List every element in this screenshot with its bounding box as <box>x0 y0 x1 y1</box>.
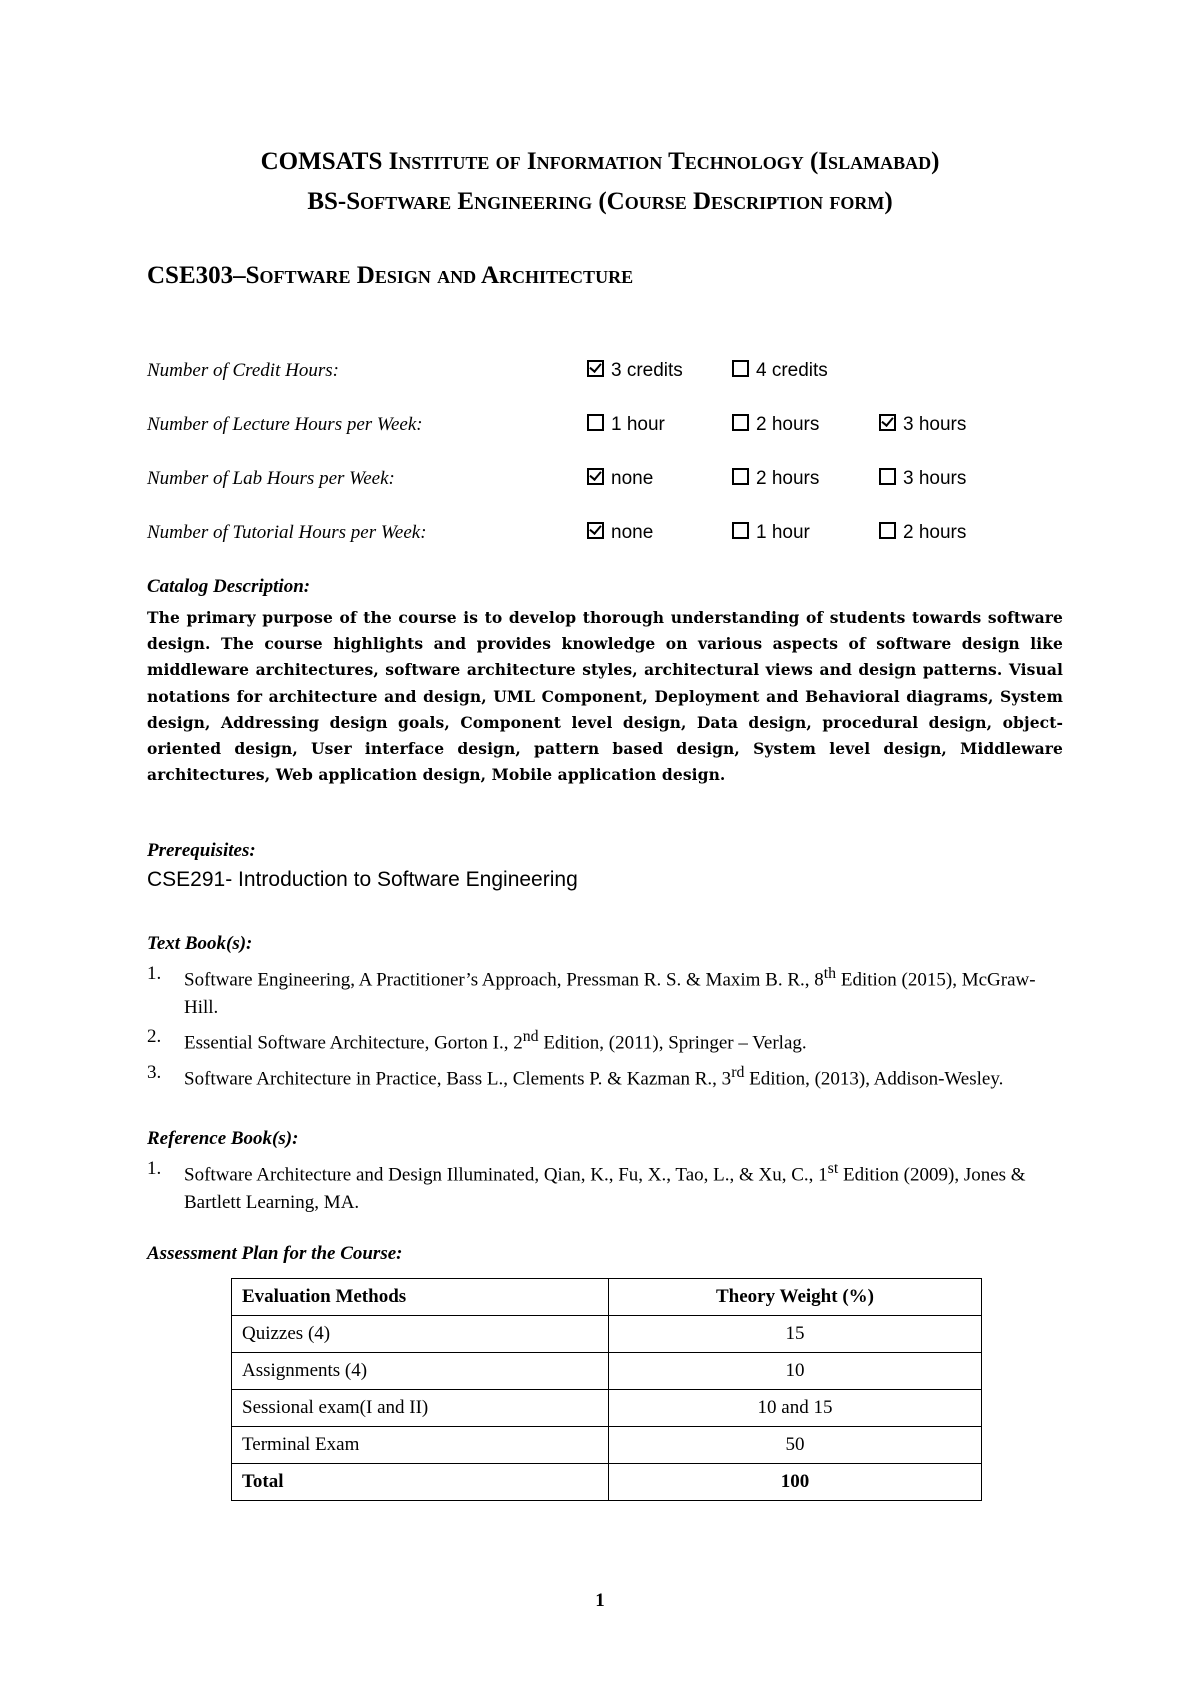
checkbox-icon[interactable] <box>732 414 749 431</box>
list-item: 1. Software Engineering, A Practitioner’s Approach, Pressman R. S. & Maxim B. R., 8th Edition (2015), McGraw-Hill. <box>147 963 1036 1019</box>
list-item: 2. Essential Software Architecture, Gorton I., 2nd Edition, (2011), Springer – Verlag. <box>147 1026 807 1054</box>
credit-option-4[interactable]: 4 credits <box>732 360 828 382</box>
reference-books-list <box>147 1155 1067 1218</box>
table-cell: Terminal Exam <box>232 1427 609 1464</box>
catalog-label: Catalog Description: <box>147 576 311 597</box>
lab-hours-row <box>147 468 1047 498</box>
tutorial-option-1[interactable]: 1 hour <box>732 522 810 544</box>
checkbox-icon[interactable] <box>732 468 749 485</box>
table-cell: 10 and 15 <box>609 1390 982 1427</box>
tutorial-option-none[interactable]: none <box>587 522 653 544</box>
page-number: 1 <box>595 1590 605 1611</box>
tutorial-hours-label: Number of Tutorial Hours per Week: <box>147 522 427 543</box>
program-title: BS-Software Engineering (Course Description form) <box>307 188 893 215</box>
lab-option-3[interactable]: 3 hours <box>879 468 966 490</box>
assessment-label: Assessment Plan for the Course: <box>147 1243 403 1264</box>
checkbox-icon[interactable] <box>587 522 604 539</box>
lab-option-none[interactable]: none <box>587 468 653 490</box>
table-row <box>232 1390 982 1427</box>
table-total-row <box>232 1464 982 1501</box>
checkbox-icon[interactable] <box>587 468 604 485</box>
lecture-option-2[interactable]: 2 hours <box>732 414 819 436</box>
table-cell: 100 <box>609 1464 982 1501</box>
checkbox-icon[interactable] <box>879 522 896 539</box>
table-cell: Total <box>232 1464 609 1501</box>
textbooks-list <box>147 960 1067 1094</box>
tutorial-hours-row <box>147 522 1047 552</box>
assessment-table <box>231 1278 982 1501</box>
column-header: Theory Weight (%) <box>609 1279 982 1316</box>
table-cell: 10 <box>609 1353 982 1390</box>
catalog-description: The primary purpose of the course is to develop thorough understanding of students towards software design. The course highlights and provides knowledge on various aspects of software design like middleware architectures, software architecture styles, architectural views and design patterns. Visual notations for architecture and design, UML Component, Deployment and Behavioral diagrams, System design, Addressing design goals, Component level design, Data design, procedural design, object-oriented design, User interface design, pattern based design, System level design, Middleware architectures, Web application design, Mobile application design. <box>147 608 1063 785</box>
lecture-hours-row <box>147 414 1047 444</box>
institute-title: COMSATS Institute of Information Technology (Islamabad) <box>260 148 940 175</box>
table-row <box>232 1316 982 1353</box>
prerequisites-text: CSE291- Introduction to Software Engineering <box>147 868 578 891</box>
lecture-option-1[interactable]: 1 hour <box>587 414 665 436</box>
prerequisites-label: Prerequisites: <box>147 840 256 861</box>
list-item: 3. Software Architecture in Practice, Bass L., Clements P. & Kazman R., 3rd Edition, (2013), Addison-Wesley. <box>147 1061 1004 1089</box>
lecture-option-3[interactable]: 3 hours <box>879 414 966 436</box>
checkbox-icon[interactable] <box>587 414 604 431</box>
table-header-row <box>232 1279 982 1316</box>
course-title: CSE303–Software Design and Architecture <box>147 262 634 289</box>
lab-hours-label: Number of Lab Hours per Week: <box>147 468 395 489</box>
reference-books-label: Reference Book(s): <box>147 1128 299 1149</box>
column-header: Evaluation Methods <box>232 1279 609 1316</box>
checkbox-icon[interactable] <box>732 522 749 539</box>
tutorial-option-2[interactable]: 2 hours <box>879 522 966 544</box>
credit-hours-row <box>147 360 1047 390</box>
list-item: 1. Software Architecture and Design Illuminated, Qian, K., Fu, X., Tao, L., & Xu, C., 1st Edition (2009), Jones & Bartlett Learning, MA. <box>147 1158 1026 1214</box>
checkbox-icon[interactable] <box>732 360 749 377</box>
table-cell: 15 <box>609 1316 982 1353</box>
credit-option-3[interactable]: 3 credits <box>587 360 683 382</box>
lecture-hours-label: Number of Lecture Hours per Week: <box>147 414 423 435</box>
checkbox-icon[interactable] <box>879 414 896 431</box>
lab-option-2[interactable]: 2 hours <box>732 468 819 490</box>
table-cell: Assignments (4) <box>232 1353 609 1390</box>
table-row <box>232 1427 982 1464</box>
table-cell: 50 <box>609 1427 982 1464</box>
checkbox-icon[interactable] <box>879 468 896 485</box>
table-cell: Quizzes (4) <box>232 1316 609 1353</box>
checkbox-icon[interactable] <box>587 360 604 377</box>
credit-hours-label: Number of Credit Hours: <box>147 360 339 381</box>
table-cell: Sessional exam(I and II) <box>232 1390 609 1427</box>
table-row <box>232 1353 982 1390</box>
textbooks-label: Text Book(s): <box>147 933 253 954</box>
